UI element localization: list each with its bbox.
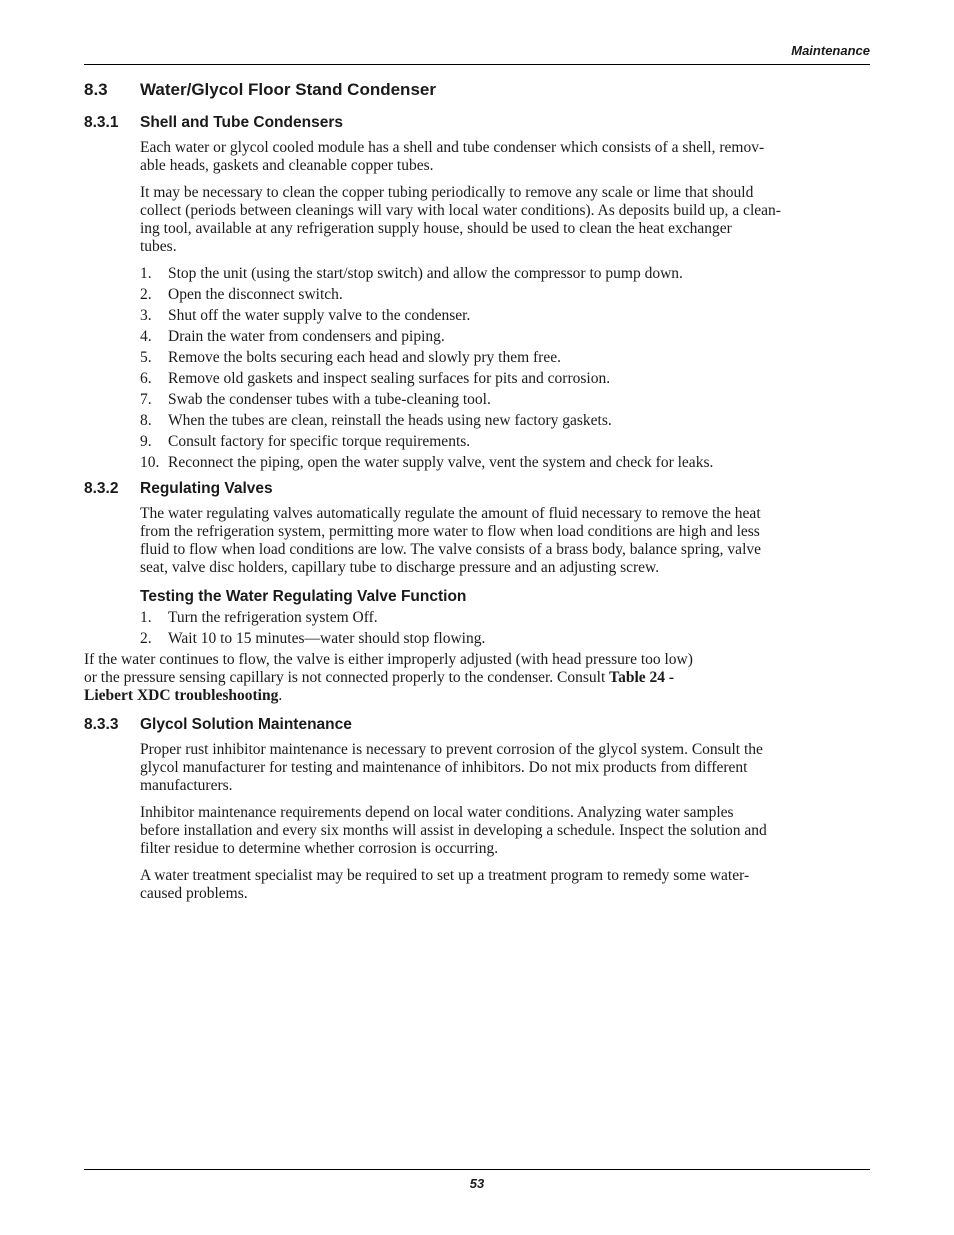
step-text: Shut off the water supply valve to the condenser.	[168, 307, 471, 324]
text-line: or the pressure sensing capillary is not connected properly to the condenser. Consult	[84, 669, 610, 686]
list-item	[140, 454, 870, 472]
list-item	[140, 370, 870, 388]
step-text: Remove the bolts securing each head and slowly pry them free.	[168, 349, 561, 366]
text-line: The water regulating valves automatically regulate the amount of fluid necessary to remove the heat	[140, 505, 761, 522]
text-line: before installation and every six months will assist in developing a schedule. Inspect the solution and	[140, 822, 767, 839]
section-heading	[84, 78, 870, 102]
list-item	[140, 433, 870, 451]
paragraph	[140, 139, 870, 175]
step-number: 3.	[140, 307, 152, 324]
text-line: collect (periods between cleanings will vary with local water conditions). As deposits build up, a clean-	[140, 202, 781, 219]
paragraph	[140, 184, 870, 256]
paragraph	[140, 804, 870, 858]
page-content	[84, 78, 870, 903]
list-item	[140, 286, 870, 304]
subsection-number: 8.3.2	[84, 480, 119, 497]
step-number: 5.	[140, 349, 152, 366]
text-line: able heads, gaskets and cleanable copper tubes.	[140, 157, 434, 174]
text-line: tubes.	[140, 238, 177, 255]
subsection-heading-shell-tube	[84, 112, 870, 134]
step-text: Remove old gaskets and inspect sealing surfaces for pits and corrosion.	[168, 370, 611, 387]
list-item	[140, 265, 870, 283]
text-line: If the water continues to flow, the valve is either improperly adjusted (with head pressure too low)	[84, 651, 693, 668]
list-item	[140, 349, 870, 367]
text-line: seat, valve disc holders, capillary tube to discharge pressure and an adjusting screw.	[140, 559, 660, 576]
section-title: Water/Glycol Floor Stand Condenser	[140, 80, 436, 99]
step-text: Swab the condenser tubes with a tube-cleaning tool.	[168, 391, 491, 408]
text-line: Each water or glycol cooled module has a shell and tube condenser which consists of a shell, remov-	[140, 139, 765, 156]
step-text: When the tubes are clean, reinstall the heads using new factory gaskets.	[168, 412, 612, 429]
list-item	[140, 307, 870, 325]
step-number: 2.	[140, 286, 152, 303]
step-number: 7.	[140, 391, 152, 408]
running-head: Maintenance	[791, 43, 870, 58]
table-reference-link[interactable]: Liebert XDC troubleshooting	[84, 687, 279, 704]
list-item	[140, 609, 870, 627]
text-line: fluid to flow when load conditions are low. The valve consists of a brass body, balance spring, valve	[140, 541, 761, 558]
footer-rule	[84, 1169, 870, 1170]
text-line: Proper rust inhibitor maintenance is necessary to prevent corrosion of the glycol system. Consult the	[140, 741, 763, 758]
text-line: from the refrigeration system, permitting more water to flow when load conditions are high and less	[140, 523, 760, 540]
list-item	[140, 630, 870, 648]
step-text: Wait 10 to 15 minutes—water should stop flowing.	[168, 630, 486, 647]
paragraph	[140, 867, 870, 903]
text-line: caused problems.	[140, 885, 248, 902]
text-line: manufacturers.	[140, 777, 233, 794]
step-number: 8.	[140, 412, 152, 429]
valve-test-steps-list	[140, 609, 870, 648]
section-number: 8.3	[84, 80, 108, 99]
step-text: Consult factory for specific torque requirements.	[168, 433, 471, 450]
list-item	[140, 412, 870, 430]
procedure-heading: Testing the Water Regulating Valve Function	[140, 588, 467, 605]
subsection-title: Regulating Valves	[140, 480, 273, 497]
step-number: 9.	[140, 433, 152, 450]
page-number: 53	[469, 1176, 485, 1191]
subsection-number: 8.3.3	[84, 716, 119, 733]
step-text: Turn the refrigeration system Off.	[168, 609, 378, 626]
subsection-heading-regulating-valves	[84, 478, 870, 500]
cleaning-steps-list	[140, 265, 870, 472]
list-item	[140, 391, 870, 409]
step-number: 10.	[140, 454, 160, 471]
step-text: Stop the unit (using the start/stop switch) and allow the compressor to pump down.	[168, 265, 683, 282]
step-number: 2.	[140, 630, 152, 647]
step-text: Open the disconnect switch.	[168, 286, 343, 303]
text-line: Inhibitor maintenance requirements depend on local water conditions. Analyzing water samples	[140, 804, 734, 821]
header-rule	[84, 64, 870, 65]
table-reference-link[interactable]: Table 24 -	[609, 669, 675, 686]
step-number: 6.	[140, 370, 152, 387]
text-line: It may be necessary to clean the copper tubing periodically to remove any scale or lime that should	[140, 184, 754, 201]
text-line: glycol manufacturer for testing and maintenance of inhibitors. Do not mix products from different	[140, 759, 748, 776]
paragraph	[140, 741, 870, 795]
step-number: 1.	[140, 265, 152, 282]
step-note	[84, 651, 870, 705]
text-line: A water treatment specialist may be required to set up a treatment program to remedy some water-	[140, 867, 750, 884]
subsection-title: Glycol Solution Maintenance	[140, 716, 352, 733]
subsection-number: 8.3.1	[84, 114, 119, 131]
step-number: 1.	[140, 609, 152, 626]
paragraph	[140, 505, 870, 577]
subsection-title: Shell and Tube Condensers	[140, 114, 343, 131]
text-line: .	[278, 687, 283, 704]
step-number: 4.	[140, 328, 152, 345]
step-text: Drain the water from condensers and piping.	[168, 328, 445, 345]
list-item	[140, 328, 870, 346]
subsection-heading-glycol	[84, 714, 870, 736]
step-text: Reconnect the piping, open the water supply valve, vent the system and check for leaks.	[168, 454, 714, 471]
text-line: ing tool, available at any refrigeration supply house, should be used to clean the heat exchanger	[140, 220, 732, 237]
text-line: filter residue to determine whether corrosion is occurring.	[140, 840, 499, 857]
